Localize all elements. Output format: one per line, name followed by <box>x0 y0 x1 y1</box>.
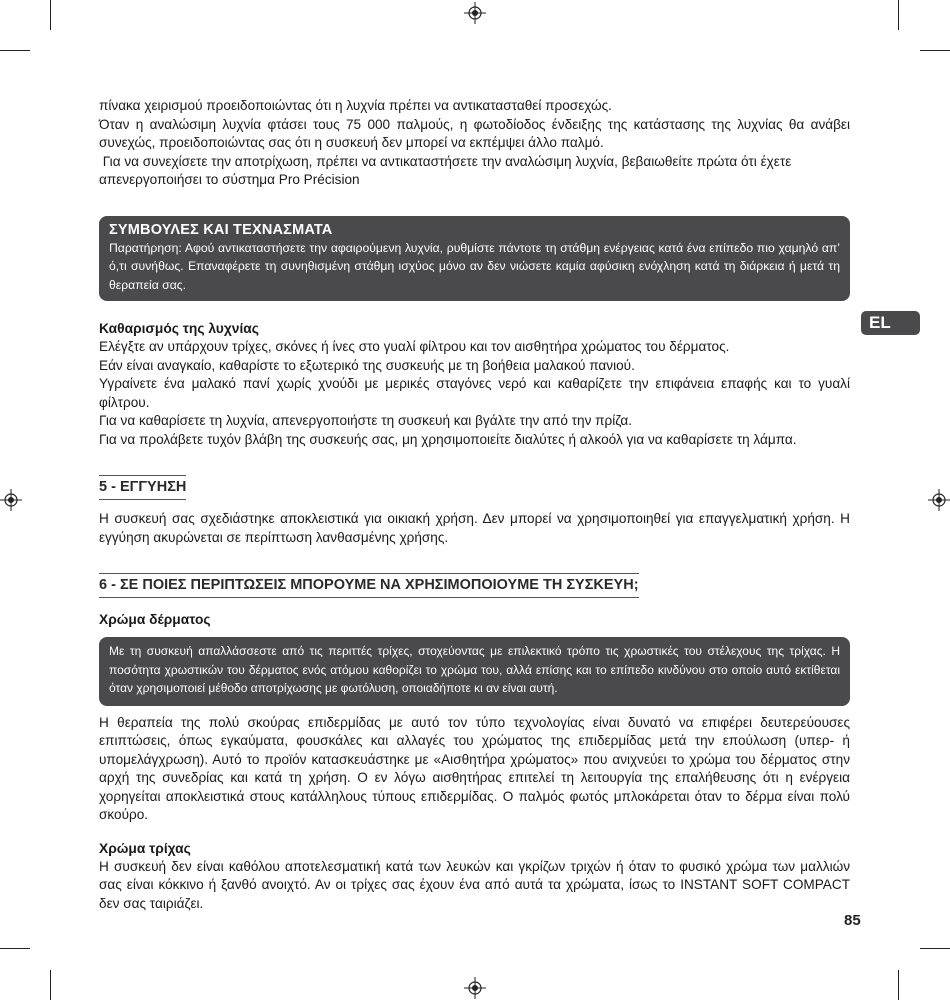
tips-title: ΣΥΜΒΟΥΛΕΣ ΚΑΙ ΤΕΧΝΑΣΜΑΤΑ <box>109 221 333 238</box>
crop-mark <box>0 948 30 949</box>
skin-color-text: Η θεραπεία της πολύ σκούρας επιδερμίδας με αυτό τον τύπο τεχνολογίας είναι δυνατό να επιφέρει δευτερεύουσες επιπτώσεις, όπως εγκαύματα, φουσκάλες και αλλαγές του χρώματος της επιδερμίδας μετά την επούλωση (υπερ- ή υπομελάγχρωση). Αυτό το προϊόν κατασκευάστηκε με «Αισθητήρα χρώματος» που ανιχνεύει το χρώμα του δέρματος στην αρχή της συνεδρίας και κατά τη χρήση. Ο εν λόγω αισθητήρας επιτελεί τη λειτουργία της επαλήθευσης ότι η ενέργεια χορηγείται αποκλειστικά στους κατάλληλους τύπους επιδερμίδας. Ο παλμός φωτός μπλοκάρεται όταν το δέρμα είναι πολύ σκούρο. <box>99 714 850 822</box>
cleaning-heading: Καθαρισμός της λυχνίας <box>99 321 259 336</box>
warranty-text: Η συσκευή σας σχεδιάστηκε αποκλειστικά για οικιακή χρήση. Δεν μπορεί να χρησιμοποιηθεί για επαγγελματική χρήση. Η εγγύηση ακυρώνεται σε περίπτωση λανθασμένης χρήσης. <box>99 511 850 545</box>
tips-box <box>99 216 850 302</box>
hair-color-heading: Χρώμα τρίχας <box>99 840 191 856</box>
crop-mark <box>0 50 30 51</box>
cleaning-paragraph: Ελέγξτε αν υπάρχουν τρίχες, σκόνες ή ίνες στο γυαλί φίλτρου και τον αισθητήρα χρώματος του δέρματος. <box>99 339 730 354</box>
warranty-heading: 5 - ΕΓΓΥΗΣΗ <box>99 475 186 500</box>
skin-color-heading: Χρώμα δέρματος <box>99 612 211 627</box>
crop-mark <box>898 0 899 30</box>
crop-mark <box>50 970 51 1000</box>
crop-mark <box>920 50 950 51</box>
crop-mark <box>920 948 950 949</box>
intro-paragraph: Όταν η αναλώσιμη λυχνία φτάσει τους 75 000 παλμούς, η φωτοδίοδος ένδειξης της κατάστασης της λυχνίας θα ανάβει συνεχώς, προειδοποιώντας σας ότι η συσκευή δεν μπορεί να εκπέμψει άλλο παλμό. <box>99 116 850 150</box>
tips-text: Παρατήρηση: Αφού αντικαταστήσετε την αφαιρούμενη λυχνία, ρυθμίστε πάντοτε τη στάθμη ενέργειας κατά ένα επίπεδο πιο χαμηλό απ’ ό,τι συνήθως. Επαναφέρετε τη συνηθισμένη στάθμη ισχύος μόνο αν δεν νιώσετε καμία αφύσικη ενόχληση κατά τη διάρκεια ή μετά τη θεραπεία σας. <box>109 240 840 292</box>
registration-mark-icon <box>464 977 486 999</box>
crop-mark <box>50 0 51 30</box>
hair-color-text: Η συσκευή δεν είναι καθόλου αποτελεσματική κατά των λευκών και γκρίζων τριχών ή όταν το φυσικό χρώμα των μαλλιών σας είναι κόκκινο ή ξανθό ανοιχτό. Αν οι τρίχες σας έχουν ένα από αυτά τα χρώματα, ίσως το INSTANT SOFT COMPACT δεν σας ταιριάζει. <box>99 858 850 911</box>
crop-mark <box>898 970 899 1000</box>
language-tab: EL <box>861 311 920 335</box>
cleaning-paragraph: Για να προλάβετε τυχόν βλάβη της συσκευής σας, μη χρησιμοποιείτε διαλύτες ή αλκοόλ για να καθαρίσετε τη λάμπα. <box>99 431 797 447</box>
skin-info-box: Με τη συσκευή απαλλάσσεστε από τις περιττές τρίχες, στοχεύοντας με επιλεκτικό τρόπο τις χρωστικές του στέλεχους της τρίχας. Η ποσότητα χρωστικών του δέρματος ενός ατόμου καθορίζει το χρώμα του, αλλά επίσης και το επίπεδο κινδύνου στο οποίο αυτό εκτίθεται όταν χρησιμοποιεί μέθοδο αποτρίχωσης με φωτόλυση, οποιαδήποτε κι αν είναι αυτή. <box>99 637 850 706</box>
registration-mark-icon <box>464 2 486 24</box>
cleaning-paragraph: Υγραίνετε ένα μαλακό πανί χωρίς χνούδι με μερικές σταγόνες νερό και καθαρίζετε την επιφάνεια επαφής και το γυαλί φίλτρου. <box>99 376 850 410</box>
cleaning-paragraph: Για να καθαρίσετε τη λυχνία, απενεργοποιήστε τη συσκευή και βγάλτε την από την πρίζα. <box>99 413 633 428</box>
usage-heading: 6 - ΣΕ ΠΟΙΕΣ ΠΕΡΙΠΤΩΣΕΙΣ ΜΠΟΡΟΥΜΕ ΝΑ ΧΡΗΣΙΜΟΠΟΙΟΥΜΕ ΤΗ ΣΥΣΚΕΥΗ; <box>99 573 639 598</box>
registration-mark-icon <box>928 489 950 511</box>
intro-line: πίνακα χειρισμού προειδοποιώντας ότι η λυχνία πρέπει να αντικατασταθεί προσεχώς. <box>99 98 612 113</box>
intro-paragraph: Για να συνεχίσετε την αποτρίχωση, πρέπει να αντικαταστήσετε την αναλώσιμη λυχνία, βεβαιωθείτε πρώτα ότι έχετε απενεργοποιήσει το σύστημα Pro Précision <box>99 153 796 187</box>
cleaning-paragraph: Εάν είναι αναγκαίο, καθαρίστε το εξωτερικό της συσκευής με τη βοήθεια μαλακού πανιού. <box>99 357 635 373</box>
page-number: 85 <box>844 912 861 929</box>
page-content <box>99 97 850 913</box>
registration-mark-icon <box>0 489 22 511</box>
